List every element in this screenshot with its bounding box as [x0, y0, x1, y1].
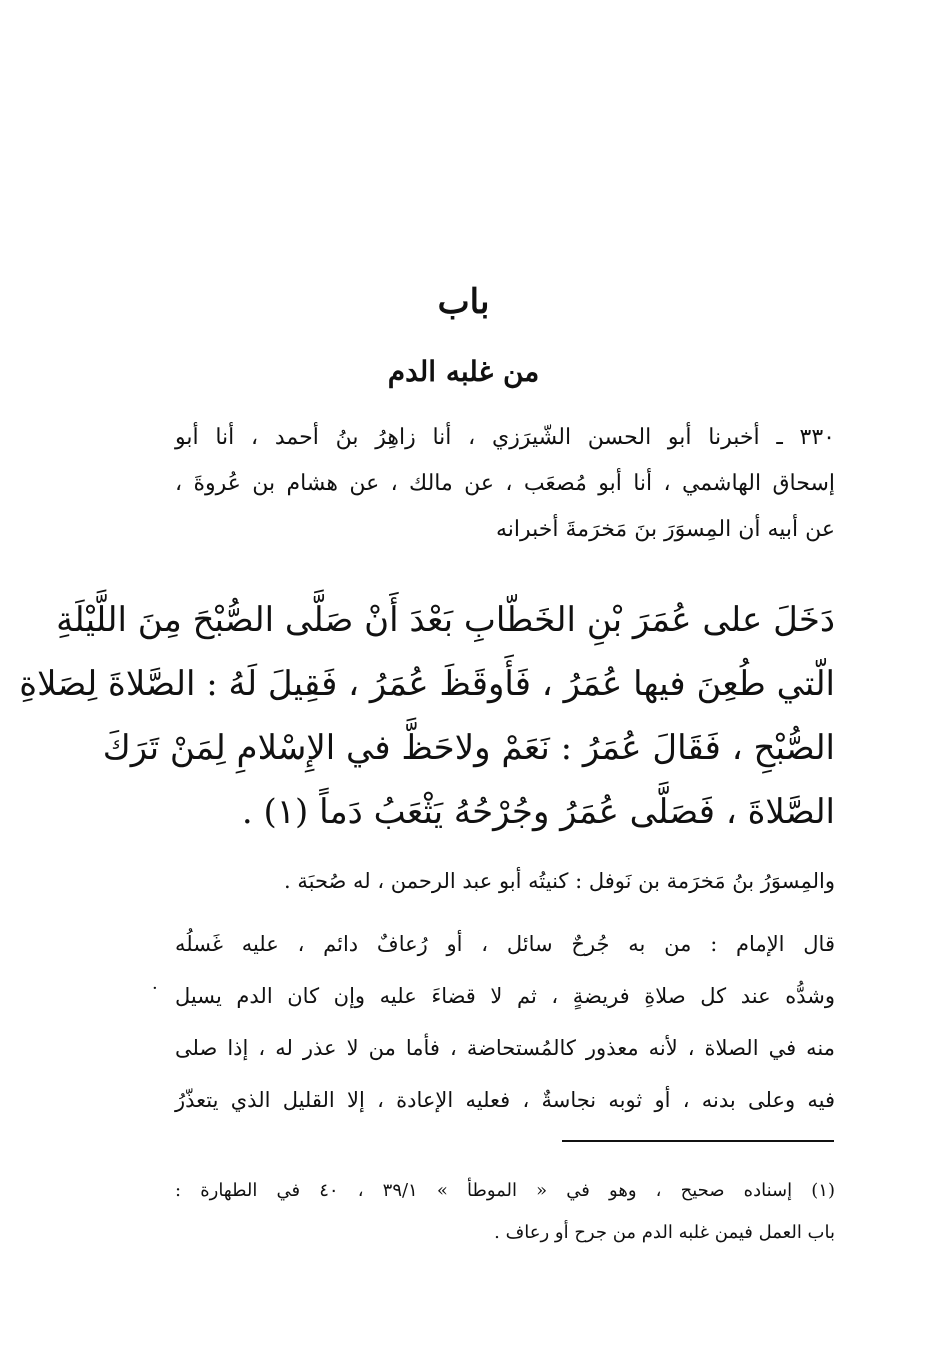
chapter-title: من غلبه الدم — [387, 355, 540, 388]
imam-commentary — [175, 918, 835, 1126]
hadith-line: الصَّلاةَ ، فَصَلَّى عُمَرُ وجُرْحُهُ يَثْعَبُ دَماً (١) . — [241, 792, 835, 832]
chapter-label: باب — [437, 282, 490, 322]
commentary-line: فيه وعلى بدنه ، أو ثوبه نجاسةٌ ، فعليه الإعادة ، إلا القليل الذي يتعذّرُ — [175, 1088, 835, 1112]
commentary-line: وشدُّه عند كل صلاةِ فريضةٍ ، ثم لا قضاءَ عليه وإن كان الدم يسيل — [175, 984, 835, 1008]
commentary-line: قال الإمام : من به جُرحٌ سائل ، أو رُعافٌ دائم ، عليه غَسلُه — [175, 932, 835, 956]
hadith-line: الّتي طُعِنَ فيها عُمَرُ ، فَأَوقَظَ عُمَرُ ، فَقِيلَ لَهُ : الصَّلاةَ لِصَلاةِ — [19, 664, 835, 704]
footnote — [175, 1170, 835, 1254]
isnad-line: إسحاق الهاشمي ، أنا أبو مُصعَب ، عن مالك ، عن هشام بن عُروةَ ، — [175, 471, 835, 496]
hadith-line: الصُّبْحِ ، فَقَالَ عُمَرُ : نَعَمْ ولاحَظَّ في الإِسْلامِ لِمَنْ تَرَكَ — [102, 728, 835, 768]
isnad-paragraph — [175, 415, 835, 553]
biography-line: والمِسوَرُ بنُ مَخرَمة بن نَوفل : كنيتُه أبو عبد الرحمن ، له صُحبَة . — [284, 869, 835, 893]
footnote-divider — [562, 1140, 834, 1142]
commentary-line: منه في الصلاة ، لأنه معذور كالمُستحاضة ، فأما من لا عذر له ، إذا صلى — [175, 1036, 835, 1060]
biography-note — [175, 858, 835, 904]
margin-mark: · — [152, 978, 158, 999]
hadith-text — [19, 588, 835, 844]
footnote-line: باب العمل فيمن غلبه الدم من جرح أو رعاف . — [494, 1222, 835, 1243]
footnote-line: (١) إسناده صحيح ، وهو في « الموطأ » ٣٩/١ ، ٤٠ في الطهارة : — [175, 1180, 835, 1201]
isnad-line: عن أبيه أن المِسوَرَ بنَ مَخرَمةَ أخبرانه — [495, 517, 835, 542]
isnad-line: ٣٣٠ ـ أخبرنا أبو الحسن الشّيرَزي ، أنا زاهِرُ بنُ أحمد ، أنا أبو — [175, 425, 835, 450]
hadith-line: دَخَلَ على عُمَرَ بْنِ الخَطّابِ بَعْدَ أَنْ صَلَّى الصُّبْحَ مِنَ اللَّيْلَةِ — [56, 600, 835, 640]
